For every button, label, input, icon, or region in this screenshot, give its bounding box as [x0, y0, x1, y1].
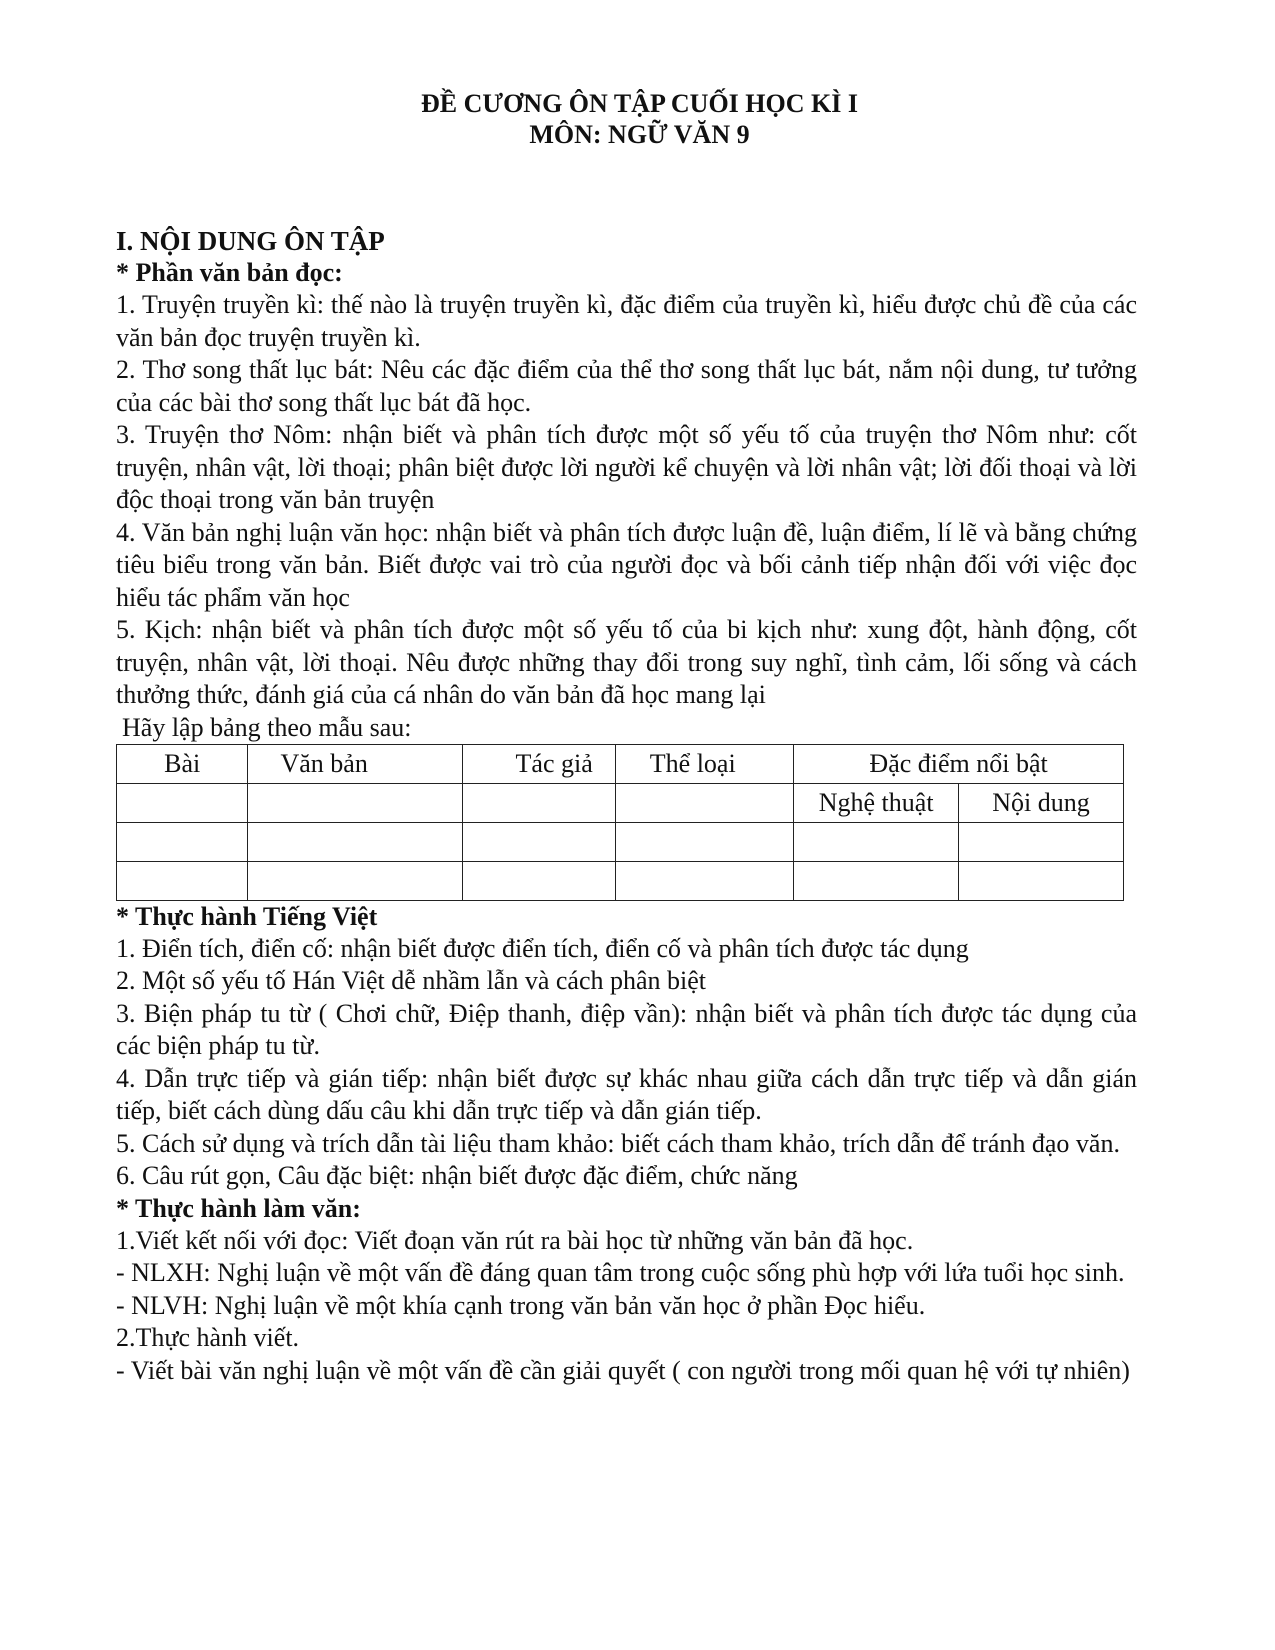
table-row: [117, 861, 1124, 900]
writing-item-3: - NLVH: Nghị luận về một khía cạnh trong văn bản văn học ở phần Đọc hiểu.: [116, 1290, 926, 1320]
table-cell: [615, 822, 793, 861]
table-header-cell: Tác giả: [463, 744, 615, 783]
reading-item-1: 1. Truyện truyền kì: thế nào là truyện truyền kì, đặc điểm của truyền kì, hiểu được chủ đề của các văn bản đọc truyện truyền kì.: [116, 290, 1137, 352]
summary-table: [116, 744, 1124, 901]
table-cell: [959, 822, 1124, 861]
reading-heading: * Phần văn bản đọc:: [116, 258, 343, 287]
table-cell: [615, 861, 793, 900]
table-cell: [794, 861, 959, 900]
section-heading: I. NỘI DUNG ÔN TẬP: [116, 226, 385, 256]
table-row: [117, 822, 1124, 861]
document-title-line-2: MÔN: NGỮ VĂN 9: [529, 120, 750, 149]
vietnamese-item-1: 1. Điển tích, điển cố: nhận biết được điển tích, điển cố và phân tích được tác dụng: [116, 933, 969, 963]
document-title-line-1: ĐỀ CƯƠNG ÔN TẬP CUỐI HỌC KÌ I: [421, 89, 858, 118]
table-header-cell: Bài: [117, 744, 248, 783]
table-cell: [117, 822, 248, 861]
vietnamese-item-2: 2. Một số yếu tố Hán Việt dễ nhầm lẫn và cách phân biệt: [116, 966, 707, 995]
table-cell: [463, 783, 615, 822]
table-subheader-cell: Nội dung: [959, 783, 1124, 822]
table-subheader-cell: Nghệ thuật: [794, 783, 959, 822]
table-header-cell: Thể loại: [615, 744, 793, 783]
reading-item-3: 3. Truyện thơ Nôm: nhận biết và phân tích được một số yếu tố của truyện thơ Nôm như: cốt truyện, nhân vật, lời thoại; phân biệt được lời người kể chuyện và lời nhân vật; lời đối thoại và lời độc thoại trong văn bản truyện: [116, 420, 1137, 514]
table-cell: [463, 861, 615, 900]
table-header-cell: Đặc điểm nổi bật: [794, 744, 1124, 783]
table-cell: [248, 822, 463, 861]
writing-practice-heading: * Thực hành làm văn:: [116, 1193, 361, 1223]
writing-item-4: 2.Thực hành viết.: [116, 1323, 300, 1352]
writing-item-1: 1.Viết kết nối với đọc: Viết đoạn văn rút ra bài học từ những văn bản đã học.: [116, 1225, 914, 1255]
table-cell: [615, 783, 793, 822]
table-header-row: [117, 744, 1124, 783]
vietnamese-item-4: 4. Dẫn trực tiếp và gián tiếp: nhận biết được sự khác nhau giữa cách dẫn trực tiếp và dẫn gián tiếp, biết cách dùng dấu câu khi dẫn trực tiếp và dẫn gián tiếp.: [116, 1063, 1137, 1125]
table-intro: Hãy lập bảng theo mẫu sau:: [122, 712, 412, 742]
vietnamese-item-3: 3. Biện pháp tu từ ( Chơi chữ, Điệp thanh, điệp vần): nhận biết và phân tích được tác dụng của các biện pháp tu từ.: [116, 998, 1137, 1060]
table-cell: [248, 861, 463, 900]
table-cell: [794, 822, 959, 861]
table-cell: [463, 822, 615, 861]
writing-item-2: - NLXH: Nghị luận về một vấn đề đáng quan tâm trong cuộc sống phù hợp với lứa tuổi học sinh.: [116, 1258, 1125, 1287]
reading-item-5: 5. Kịch: nhận biết và phân tích được một số yếu tố của bi kịch như: xung đột, hành động, cốt truyện, nhân vật, lời thoại. Nêu được những thay đổi trong suy nghĩ, tình cảm, lối sống và cách thưởng thức, đánh giá của cá nhân do văn bản đã học mang lại: [116, 615, 1137, 709]
table-cell: [117, 861, 248, 900]
vietnamese-item-5: 5. Cách sử dụng và trích dẫn tài liệu tham khảo: biết cách tham khảo, trích dẫn để tránh đạo văn.: [116, 1128, 1120, 1158]
table-cell: [248, 783, 463, 822]
table-header-cell: Văn bản: [248, 744, 463, 783]
reading-item-4: 4. Văn bản nghị luận văn học: nhận biết và phân tích được luận đề, luận điểm, lí lẽ và bằng chứng tiêu biểu trong văn bản. Biết được vai trò của người đọc và bối cảnh tiếp nhận đối với việc đọc hiểu tác phẩm văn học: [116, 517, 1137, 612]
table-cell: [959, 861, 1124, 900]
table-cell: [117, 783, 248, 822]
writing-item-5: - Viết bài văn nghị luận về một vấn đề cần giải quyết ( con người trong mối quan hệ với tự nhiên): [116, 1355, 1130, 1385]
title-spacer: [116, 150, 1137, 225]
table-row: [117, 783, 1124, 822]
reading-item-2: 2. Thơ song thất lục bát: Nêu các đặc điểm của thể thơ song thất lục bát, nắm nội dung, tư tưởng của các bài thơ song thất lục bát đã học.: [116, 355, 1137, 417]
vietnamese-practice-heading: * Thực hành Tiếng Việt: [116, 901, 378, 931]
vietnamese-item-6: 6. Câu rút gọn, Câu đặc biệt: nhận biết được đặc điểm, chức năng: [116, 1161, 798, 1190]
